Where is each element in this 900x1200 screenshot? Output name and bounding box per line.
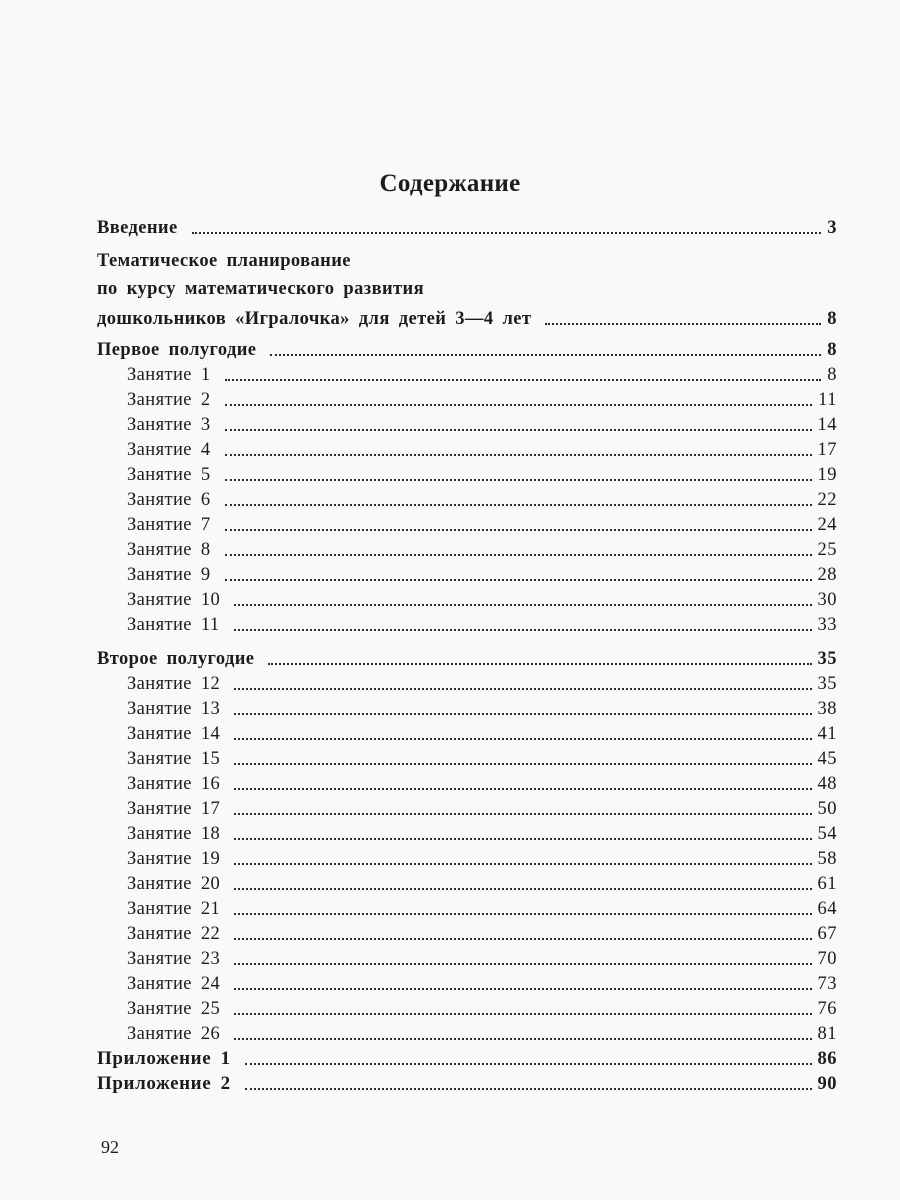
toc-entry-label: Тематическое планирование [97,251,351,271]
dot-leader [234,738,811,740]
toc-entry-page: 86 [817,1049,837,1069]
toc-entry-label: Занятие 1 [127,365,211,385]
toc-entry [97,894,837,919]
toc-entry-page: 3 [827,218,837,238]
dot-leader [234,938,811,940]
dot-leader [225,379,821,381]
toc-entry-page: 28 [817,565,837,585]
toc-entry-page: 90 [817,1074,837,1094]
page-number: 92 [101,1137,119,1157]
dot-leader [225,554,812,556]
toc-entry-page: 54 [817,824,837,844]
toc-entry-page: 67 [817,924,837,944]
toc-entry-label: Занятие 13 [127,699,221,719]
toc-entry [97,944,837,969]
dot-leader [545,323,821,325]
toc-entry-label: Занятие 4 [127,440,211,460]
dot-leader [234,788,811,790]
toc-entry-label: Занятие 21 [127,899,221,919]
toc-entry-label: Занятие 22 [127,924,221,944]
toc-entry-label: Введение [97,218,178,238]
toc-entry-page: 48 [817,774,837,794]
toc-entry [97,969,837,994]
toc-entry-page: 22 [817,490,837,510]
toc-entry [97,610,837,635]
toc-entry-planning [97,247,837,329]
toc-entry [97,869,837,894]
toc-entry [97,919,837,944]
toc-entry-label: Занятие 19 [127,849,221,869]
toc-entry-page: 61 [817,874,837,894]
toc-entry [97,1044,837,1069]
toc-entry [97,485,837,510]
toc-entry-page: 17 [817,440,837,460]
toc-entry-label: Первое полугодие [97,340,257,360]
dot-leader [225,504,812,506]
toc-entry [97,385,837,410]
toc-entry [97,819,837,844]
toc-entry-label: Занятие 8 [127,540,211,560]
dot-leader [225,429,812,431]
toc-entry [97,669,837,694]
lesson-list-half1 [97,360,837,635]
toc-entry [97,560,837,585]
toc-entry [97,1069,837,1094]
toc-entry-page: 81 [817,1024,837,1044]
toc-entry-label: Занятие 15 [127,749,221,769]
toc-entry [97,1019,837,1044]
toc-entry-page: 35 [817,674,837,694]
toc-entry-page: 50 [817,799,837,819]
dot-leader [268,663,811,665]
toc-entry-label: по курсу математического развития [97,279,424,299]
toc-entry-label: Занятие 10 [127,590,221,610]
toc-entry-label: Занятие 3 [127,415,211,435]
toc-entry-label: Занятие 9 [127,565,211,585]
dot-leader [192,232,821,234]
dot-leader [234,763,811,765]
toc-entry-label: Занятие 17 [127,799,221,819]
toc-entry-page: 19 [817,465,837,485]
dot-leader [234,988,811,990]
dot-leader [225,454,812,456]
toc-entry [97,510,837,535]
toc-entry-half1 [97,335,837,360]
dot-leader [225,404,813,406]
toc-entry [97,360,837,385]
toc-entry-label: Занятие 11 [127,615,220,635]
toc-entry-page: 73 [817,974,837,994]
toc-entry-page: 41 [817,724,837,744]
toc-entry-page: 14 [817,415,837,435]
toc-entry [97,535,837,560]
toc-entry [97,410,837,435]
toc-entry-label: Занятие 6 [127,490,211,510]
toc-entry-label: Занятие 7 [127,515,211,535]
toc-entry-page: 64 [817,899,837,919]
dot-leader [234,1013,811,1015]
toc-entry-page: 30 [817,590,837,610]
toc-entry-label: дошкольников «Игралочка» для детей 3—4 лет [97,309,532,329]
toc-entry-page: 76 [817,999,837,1019]
toc-entry-page: 8 [827,365,837,385]
toc-entry-label: Занятие 23 [127,949,221,969]
toc-entry-label: Второе полугодие [97,649,255,669]
toc-entry-page: 11 [818,390,837,410]
toc-entry [97,769,837,794]
toc-entry [97,585,837,610]
page-title: Содержание [379,170,521,197]
dot-leader [225,579,812,581]
dot-leader [270,354,821,356]
toc-entry-page: 58 [817,849,837,869]
toc-entry [97,844,837,869]
toc-entry [97,694,837,719]
dot-leader [245,1088,812,1090]
toc-entry-page: 70 [817,949,837,969]
toc-entry-label: Занятие 24 [127,974,221,994]
toc-entry-half2 [97,644,837,669]
dot-leader [234,888,811,890]
toc-entry [97,794,837,819]
dot-leader [234,604,811,606]
toc-entry [97,435,837,460]
lesson-list-half2 [97,669,837,1044]
toc-entry [97,994,837,1019]
dot-leader [245,1063,812,1065]
dot-leader [234,688,811,690]
toc-entry-label: Занятие 20 [127,874,221,894]
toc-entry-page: 8 [827,309,837,329]
toc-entry-intro [97,213,837,238]
toc-entry-label: Занятие 25 [127,999,221,1019]
toc-entry-label: Приложение 1 [97,1048,231,1069]
toc-entry-page: 35 [817,649,837,669]
toc-entry [97,460,837,485]
toc-entry-label: Занятие 14 [127,724,221,744]
toc-entry-label: Занятие 26 [127,1024,221,1044]
dot-leader [234,838,811,840]
dot-leader [234,963,811,965]
toc-entry-page: 24 [817,515,837,535]
toc-entry-label: Занятие 5 [127,465,211,485]
dot-leader [234,629,812,631]
toc-entry [97,744,837,769]
dot-leader [234,813,811,815]
dot-leader [234,913,811,915]
toc-entry-page: 33 [817,615,837,635]
toc-entry-page: 25 [817,540,837,560]
toc-entry-page: 38 [817,699,837,719]
dot-leader [234,1038,811,1040]
toc-entry-label: Занятие 18 [127,824,221,844]
dot-leader [234,713,811,715]
toc-entry-page: 8 [827,340,837,360]
dot-leader [225,529,812,531]
dot-leader [234,863,811,865]
appendix-list [97,1044,837,1094]
dot-leader [225,479,812,481]
table-of-contents [97,213,837,1094]
toc-entry [97,719,837,744]
toc-entry-label: Занятие 12 [127,674,221,694]
toc-entry-label: Приложение 2 [97,1073,231,1094]
toc-entry-label: Занятие 2 [127,390,211,410]
toc-entry-page: 45 [817,749,837,769]
toc-entry-label: Занятие 16 [127,774,221,794]
